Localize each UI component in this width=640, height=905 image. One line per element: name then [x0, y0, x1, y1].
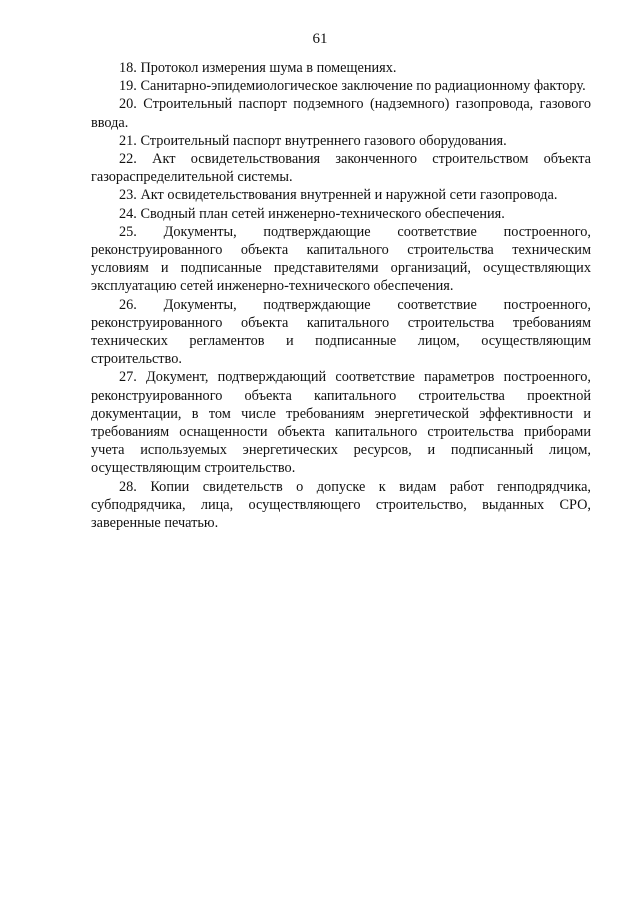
list-item: 21. Строительный паспорт внутреннего газового оборудования.	[119, 132, 507, 149]
page-number: 61	[312, 31, 328, 47]
list-item: 25. Документы, подтверждающие соответствие построенного, реконструированного объекта капитального строительства техническим условиям и подписанные представителями организаций, осуществляющих эксплуатацию сетей инженерно-технического обеспечения.	[91, 223, 591, 295]
list-item: 26. Документы, подтверждающие соответствие построенного, реконструированного объекта капитального строительства требованиям технических регламентов и подписанные лицом, осуществляющим строительство.	[91, 296, 591, 368]
list-item: 22. Акт освидетельствования законченного строительством объекта газораспределительной системы.	[91, 151, 591, 186]
list-item: 28. Копии свидетельств о допуске к видам работ генподрядчика, субподрядчика, лица, осуществляющего строительство, выданных СРО, заверенные печатью.	[91, 478, 591, 532]
list-item: 18. Протокол измерения шума в помещениях.	[119, 60, 397, 76]
list-item: 20. Строительный паспорт подземного (надземного) газопровода, газового ввода.	[91, 96, 591, 131]
document-body	[91, 59, 591, 532]
list-item: 23. Акт освидетельствования внутренней и наружной сети газопровода.	[119, 187, 558, 204]
list-item: 27. Документ, подтверждающий соответствие параметров построенного, реконструированного объекта капитального строительства проектной документации, в том числе требованиям энергетической эффективности и требованиям оснащенности объекта капитального строительства приборами учета используемых энергетических ресурсов, и подписанный лицом, осуществляющим строительство.	[91, 369, 591, 477]
list-item: 19. Санитарно-эпидемиологическое заключение по радиационному фактору.	[119, 78, 586, 95]
list-item: 24. Сводный план сетей инженерно-технического обеспечения.	[119, 205, 505, 222]
